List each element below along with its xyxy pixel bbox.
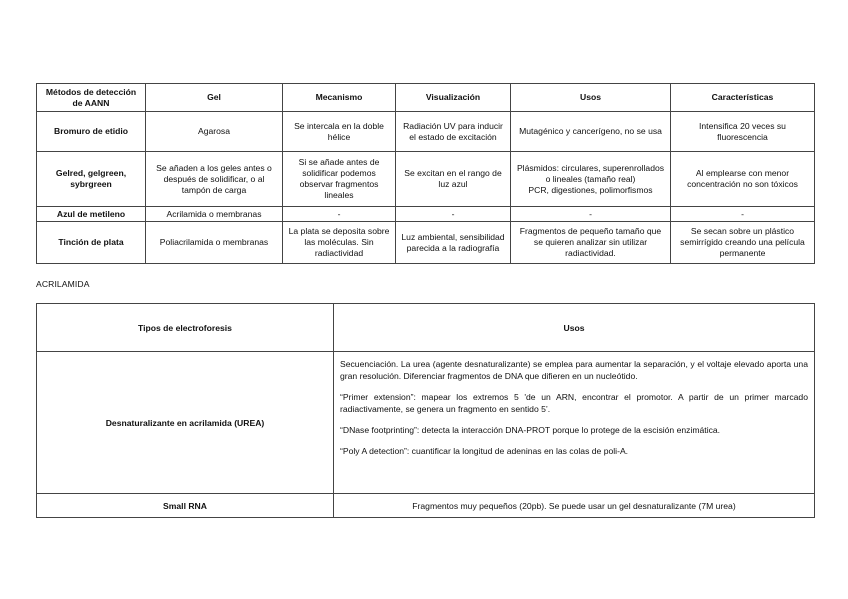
column-header: Tipos de electroforesis xyxy=(37,304,334,352)
cell-usos: Mutagénico y cancerígeno, no se usa xyxy=(511,112,671,152)
table-row xyxy=(37,152,815,207)
cell-usos xyxy=(334,352,815,494)
cell-visualizacion: Se excitan en el rango de luz azul xyxy=(396,152,511,207)
cell-mecanismo: Si se añade antes de solidificar podemos observar fragmentos lineales xyxy=(283,152,396,207)
detection-methods-table xyxy=(36,83,815,264)
cell-caracteristicas: Al emplearse con menor concentración no son tóxicos xyxy=(671,152,815,207)
table-row xyxy=(37,112,815,152)
table-row xyxy=(37,207,815,222)
column-header: Mecanismo xyxy=(283,84,396,112)
electrophoresis-type: Desnaturalizante en acrilamida (UREA) xyxy=(37,352,334,494)
method-name: Azul de metileno xyxy=(37,207,146,222)
cell-mecanismo: La plata se deposita sobre las moléculas. Sin radiactividad xyxy=(283,222,396,264)
cell-usos: Fragmentos muy pequeños (20pb). Se puede usar un gel desnaturalizante (7M urea) xyxy=(334,494,815,518)
cell-gel: Acrilamida o membranas xyxy=(146,207,283,222)
table-header-row xyxy=(37,84,815,112)
column-header: Usos xyxy=(511,84,671,112)
usos-line: PCR, digestiones, polimorfismos xyxy=(528,184,653,195)
table-row xyxy=(37,352,815,494)
cell-gel: Poliacrilamida o membranas xyxy=(146,222,283,264)
cell-caracteristicas: - xyxy=(671,207,815,222)
table-row xyxy=(37,494,815,518)
usos-paragraph: “Poly A detection”: cuantificar la longitud de adeninas en las colas de poli-A. xyxy=(340,446,629,456)
usos-paragraph: Secuenciación. La urea (agente desnaturalizante) se emplea para aumentar la separación, y el voltaje elevado aporta una gran resolución. Diferenciar fragmentos de DNA que difieren en un nucleótido. xyxy=(340,359,808,381)
usos-paragraph: “DNase footprinting”: detecta la interacción DNA-PROT porque lo protege de la escisión enzimática. xyxy=(340,425,721,435)
cell-gel: Agarosa xyxy=(146,112,283,152)
cell-mecanismo: Se intercala en la doble hélice xyxy=(283,112,396,152)
cell-visualizacion: Radiación UV para inducir el estado de excitación xyxy=(396,112,511,152)
cell-usos xyxy=(511,152,671,207)
table-header-row xyxy=(37,304,815,352)
cell-caracteristicas: Intensifica 20 veces su fluorescencia xyxy=(671,112,815,152)
cell-caracteristicas: Se secan sobre un plástico semirrígido creando una película permanente xyxy=(671,222,815,264)
electrophoresis-type: Small RNA xyxy=(37,494,334,518)
method-name: Bromuro de etidio xyxy=(37,112,146,152)
cell-visualizacion: Luz ambiental, sensibilidad parecida a la radiografía xyxy=(396,222,511,264)
usos-paragraph: “Primer extension”: mapear los extremos 5 'de un ARN, encontrar el promotor. A partir de un primer marcado radiactivamente, se genera un fragmento en sentido 5’. xyxy=(340,392,808,414)
cell-visualizacion: - xyxy=(396,207,511,222)
cell-mecanismo: - xyxy=(283,207,396,222)
table-row xyxy=(37,222,815,264)
method-name: Tinción de plata xyxy=(37,222,146,264)
column-header: Métodos de detección de AANN xyxy=(37,84,146,112)
cell-gel: Se añaden a los geles antes o después de solidificar, o al tampón de carga xyxy=(146,152,283,207)
electrophoresis-table xyxy=(36,303,815,518)
cell-usos: Fragmentos de pequeño tamaño que se quieren analizar sin utilizar radiactividad. xyxy=(511,222,671,264)
column-header: Visualización xyxy=(396,84,511,112)
cell-usos: - xyxy=(511,207,671,222)
method-name: Gelred, gelgreen, sybrgreen xyxy=(37,152,146,207)
column-header: Gel xyxy=(146,84,283,112)
column-header: Características xyxy=(671,84,815,112)
section-heading: ACRILAMIDA xyxy=(36,279,90,289)
column-header: Usos xyxy=(334,304,815,352)
usos-line: Plásmidos: circulares, superenrollados o lineales (tamaño real) xyxy=(516,162,665,184)
